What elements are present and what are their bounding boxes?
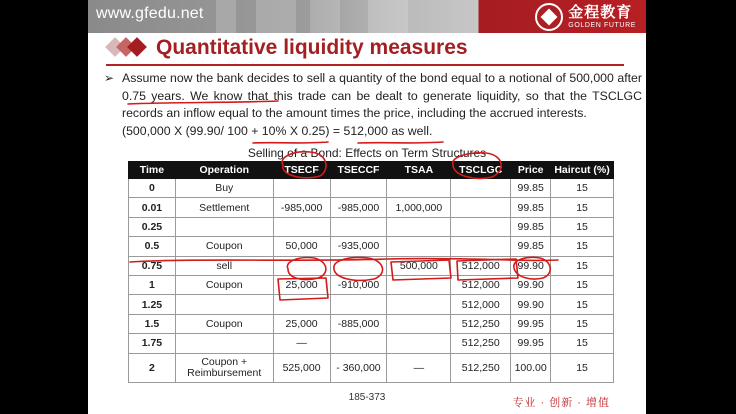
brand-name-en: GOLDEN FUTURE	[568, 22, 636, 29]
table-cell	[387, 237, 451, 256]
table-cell	[451, 179, 511, 198]
column-header: Price	[511, 162, 551, 179]
table-cell: 99.90	[511, 256, 551, 275]
brand-logo-group	[535, 3, 636, 31]
table-cell	[330, 295, 387, 314]
table-cell: 99.85	[511, 198, 551, 217]
table-cell: 99.90	[511, 295, 551, 314]
underline-mark	[253, 142, 328, 143]
table-row	[129, 179, 614, 198]
table-cell: 25,000	[273, 275, 330, 294]
table-cell: 15	[551, 237, 614, 256]
table-cell: -910,000	[330, 275, 387, 294]
table-cell	[387, 179, 451, 198]
table-cell: 15	[551, 275, 614, 294]
table-cell: 512,250	[451, 353, 511, 382]
table-cell: 1.25	[129, 295, 176, 314]
table-cell: -935,000	[330, 237, 387, 256]
table-row	[129, 198, 614, 217]
formula-text: (500,000 X (99.90/ 100 + 10% X 0.25) = 512,000 as well.	[122, 123, 433, 138]
table-cell: 99.85	[511, 179, 551, 198]
table-cell	[175, 295, 273, 314]
slide-header-bar	[88, 0, 646, 33]
table-cell: 512,000	[451, 295, 511, 314]
table-cell: 512,000	[451, 256, 511, 275]
table-cell	[330, 179, 387, 198]
column-header: TSECCF	[330, 162, 387, 179]
table-cell	[273, 179, 330, 198]
brand-name-cn: 金程教育	[568, 4, 633, 21]
table-cell: —	[387, 353, 451, 382]
table-cell	[273, 295, 330, 314]
table-cell: -885,000	[330, 314, 387, 333]
table-cell: Coupon	[175, 275, 273, 294]
table-cell: 15	[551, 314, 614, 333]
chevron-arrows-icon	[106, 36, 150, 60]
title-row	[106, 36, 468, 60]
underline-mark	[358, 142, 443, 143]
table-caption: Selling of a Bond: Effects on Term Structures	[247, 146, 487, 160]
table-cell: —	[273, 334, 330, 353]
table-cell: 0.5	[129, 237, 176, 256]
table-cell: 15	[551, 217, 614, 236]
table-cell	[451, 217, 511, 236]
table-row	[129, 275, 614, 294]
table-cell	[175, 217, 273, 236]
table-cell: 512,000	[451, 275, 511, 294]
column-header: Operation	[175, 162, 273, 179]
table-cell	[330, 256, 387, 275]
table-cell	[175, 334, 273, 353]
table-cell: 0	[129, 179, 176, 198]
bullet-text: Assume now the bank decides to sell a quantity of the bond equal to a notional of 500,000 after 0.75 years. We know that this trade can be dealt to generate liquidity, so that the TSCLGC records an inflow equal to the amount times the price, including the accrued interests.	[122, 71, 642, 120]
table-cell	[451, 198, 511, 217]
table-cell	[330, 217, 387, 236]
table-row	[129, 295, 614, 314]
table-cell: Coupon	[175, 237, 273, 256]
table-cell: Coupon	[175, 314, 273, 333]
title-divider	[106, 64, 624, 66]
table-cell: 15	[551, 295, 614, 314]
term-structure-table	[128, 161, 614, 383]
table-cell: Settlement	[175, 198, 273, 217]
table-cell: 15	[551, 353, 614, 382]
table-cell	[387, 217, 451, 236]
table-row	[129, 237, 614, 256]
table-cell: 50,000	[273, 237, 330, 256]
lecture-slide	[88, 0, 646, 414]
table-row	[129, 256, 614, 275]
table-row	[129, 314, 614, 333]
bullet-arrow-icon: ➢	[104, 71, 115, 85]
table-cell: 0.01	[129, 198, 176, 217]
column-header: Time	[129, 162, 176, 179]
bullet-paragraph	[104, 70, 642, 140]
table-cell: 500,000	[387, 256, 451, 275]
table-cell: -985,000	[273, 198, 330, 217]
table-cell	[273, 217, 330, 236]
table-cell	[387, 295, 451, 314]
table-cell	[387, 334, 451, 353]
table-cell: 25,000	[273, 314, 330, 333]
column-header: TSAA	[387, 162, 451, 179]
table-row	[129, 353, 614, 382]
table-cell: sell	[175, 256, 273, 275]
table-cell: 15	[551, 256, 614, 275]
table-cell: 99.95	[511, 334, 551, 353]
table-cell	[387, 314, 451, 333]
table-cell: 0.25	[129, 217, 176, 236]
table-cell	[273, 256, 330, 275]
column-header: Haircut (%)	[551, 162, 614, 179]
table-cell: 1.5	[129, 314, 176, 333]
table-cell: 512,250	[451, 314, 511, 333]
table-cell: Buy	[175, 179, 273, 198]
page-number: 185-373	[348, 392, 386, 403]
table-header-row	[129, 162, 614, 179]
table-cell: Coupon + Reimbursement	[175, 353, 273, 382]
table-cell: -985,000	[330, 198, 387, 217]
table-cell: 15	[551, 198, 614, 217]
table-cell	[387, 275, 451, 294]
table-cell	[330, 334, 387, 353]
table-cell	[451, 237, 511, 256]
table-cell: - 360,000	[330, 353, 387, 382]
table-cell: 0.75	[129, 256, 176, 275]
table-cell: 99.85	[511, 217, 551, 236]
table-cell: 99.95	[511, 314, 551, 333]
table-cell: 2	[129, 353, 176, 382]
brand-seal-icon	[535, 3, 563, 31]
table-cell: 512,250	[451, 334, 511, 353]
table-cell: 15	[551, 179, 614, 198]
table-cell: 99.85	[511, 237, 551, 256]
slide-title: Quantitative liquidity measures	[156, 36, 468, 59]
table-cell: 100.00	[511, 353, 551, 382]
footer-slogan: 专业 · 创新 · 增值	[512, 397, 610, 409]
table-cell: 1.75	[129, 334, 176, 353]
column-header: TSECF	[273, 162, 330, 179]
site-url: www.gfedu.net	[96, 5, 204, 22]
column-header: TSCLGC	[451, 162, 511, 179]
table-row	[129, 217, 614, 236]
table-cell: 15	[551, 334, 614, 353]
table-cell: 99.90	[511, 275, 551, 294]
table-row	[129, 334, 614, 353]
table-cell: 525,000	[273, 353, 330, 382]
table-cell: 1	[129, 275, 176, 294]
table-cell: 1,000,000	[387, 198, 451, 217]
